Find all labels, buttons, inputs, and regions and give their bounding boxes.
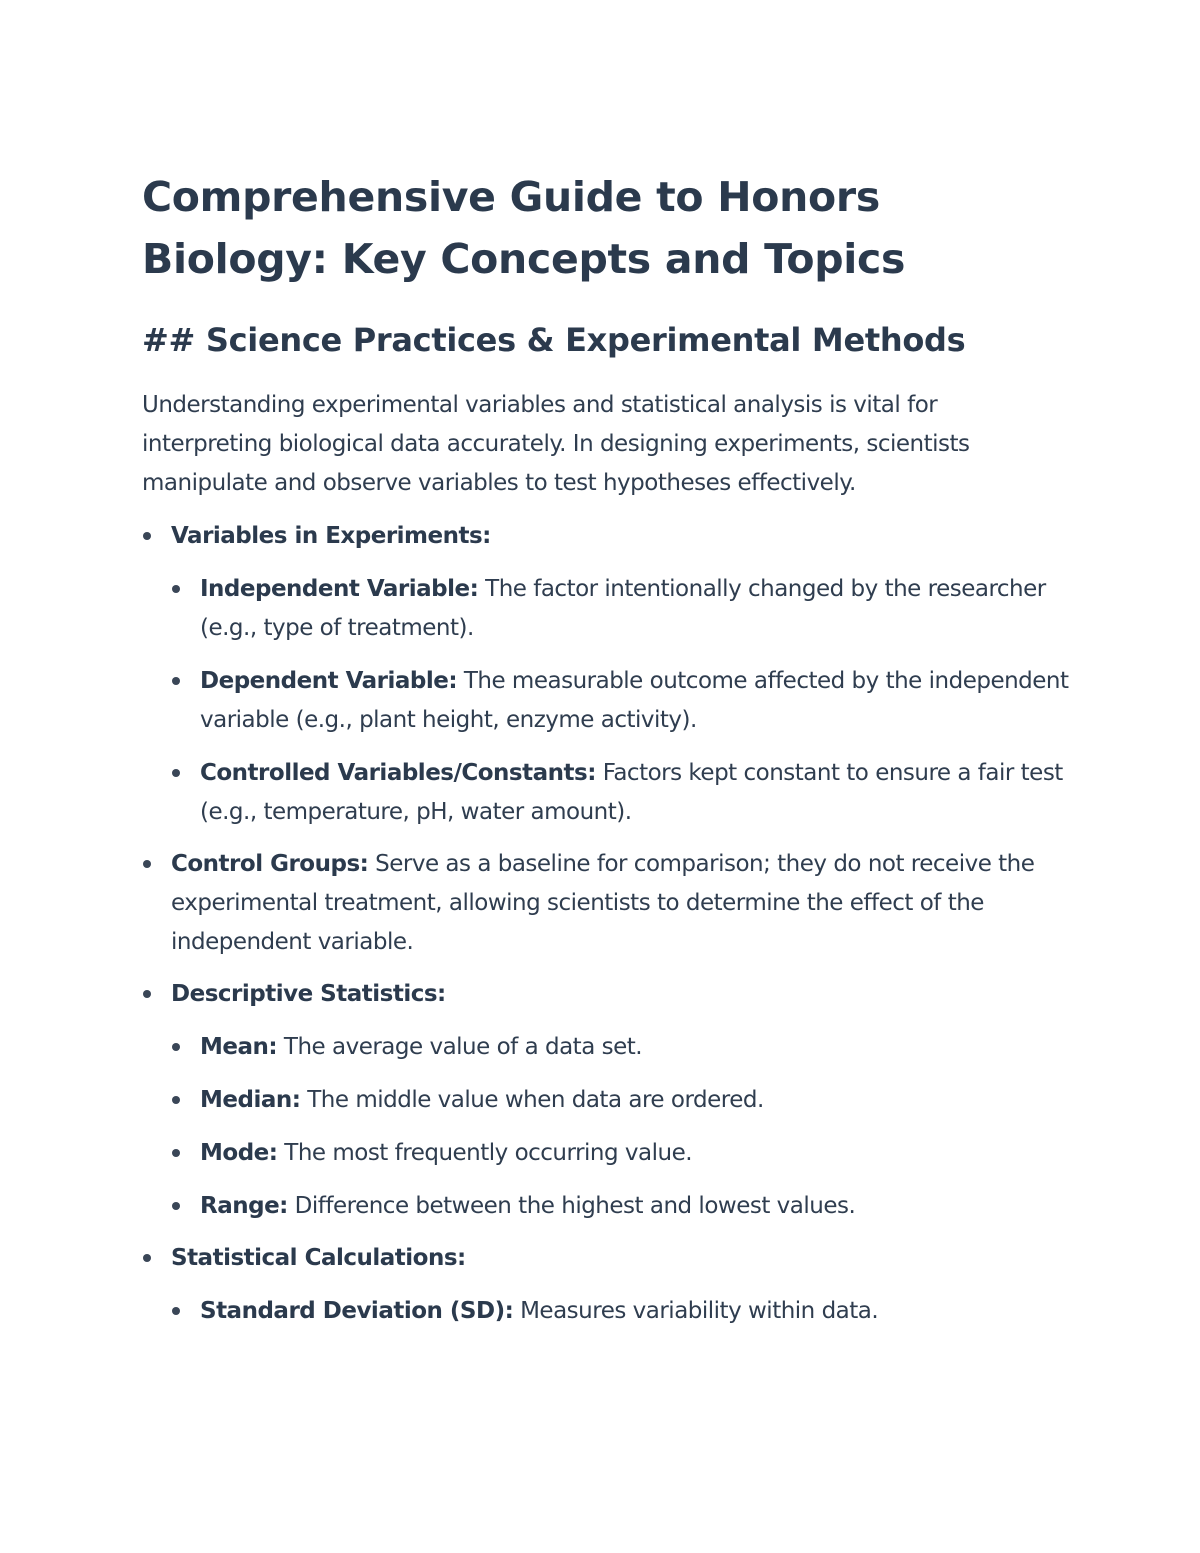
bullet-icon — [172, 1096, 180, 1104]
sublist — [171, 1028, 1080, 1226]
item-term: Median: — [200, 1087, 301, 1113]
bullet-icon — [143, 532, 151, 540]
item-text: Difference between the highest and lowest values. — [287, 1193, 856, 1219]
bullet-icon — [172, 677, 180, 685]
list-item-control-groups — [142, 845, 1071, 962]
item-text: Serve as a baseline for comparison; they do not receive the experimental treatment, allowing scientists to determine the effect of the independent variable. — [171, 851, 1035, 955]
item-text: Measures variability within data. — [513, 1298, 879, 1324]
item-text: The factor intentionally changed by the researcher (e.g., type of treatment). — [200, 576, 1046, 641]
item-text: The average value of a data set. — [277, 1034, 643, 1060]
document-title: Comprehensive Guide to Honors Biology: Key Concepts and Topics — [142, 173, 906, 283]
list-item-descriptive-statistics — [142, 975, 1080, 1226]
bullet-icon — [172, 1307, 180, 1315]
bullet-icon — [143, 990, 151, 998]
list-item — [171, 570, 1100, 648]
list-item — [171, 1028, 1080, 1067]
item-term: Variables in Experiments: — [171, 523, 491, 549]
item-term: Independent Variable: — [200, 576, 479, 602]
bullet-icon — [143, 1254, 151, 1262]
item-text: Factors kept constant to ensure a fair test (e.g., temperature, pH, water amount). — [200, 760, 1063, 825]
bullet-icon — [172, 1202, 180, 1210]
section-heading: ## Science Practices & Experimental Methods — [142, 321, 966, 359]
item-term: Mean: — [200, 1034, 278, 1060]
item-text: The most frequently occurring value. — [277, 1140, 693, 1166]
list-item — [171, 1081, 1080, 1120]
item-term: Descriptive Statistics: — [171, 981, 446, 1007]
list-item-statistical-calculations — [142, 1239, 1080, 1331]
bullet-icon — [143, 860, 151, 868]
item-term: Control Groups: — [171, 851, 369, 877]
bullet-icon — [172, 1149, 180, 1157]
item-term: Dependent Variable: — [200, 668, 458, 694]
list-item — [171, 754, 1100, 832]
topic-list — [142, 517, 1080, 1331]
item-term: Mode: — [200, 1140, 278, 1166]
sublist — [171, 1292, 1080, 1331]
bullet-icon — [172, 769, 180, 777]
sublist — [171, 570, 1080, 832]
item-term: Statistical Calculations: — [171, 1245, 466, 1271]
list-item-variables — [142, 517, 1080, 832]
intro-paragraph: Understanding experimental variables and statistical analysis is vital for interpreting biological data accurately. In designing experiments, scientists manipulate and observe variables to test hypotheses effectively. — [142, 392, 970, 496]
bullet-icon — [172, 585, 180, 593]
list-item — [171, 1187, 1080, 1226]
item-text: The measurable outcome affected by the independent variable (e.g., plant height, enzyme activity). — [200, 668, 1069, 733]
bullet-icon — [172, 1043, 180, 1051]
item-term: Range: — [200, 1193, 288, 1219]
list-item — [171, 662, 1100, 740]
item-term: Controlled Variables/Constants: — [200, 760, 596, 786]
item-term: Standard Deviation (SD): — [200, 1298, 514, 1324]
list-item — [171, 1134, 1080, 1173]
list-item — [171, 1292, 1080, 1331]
item-text: The middle value when data are ordered. — [300, 1087, 764, 1113]
